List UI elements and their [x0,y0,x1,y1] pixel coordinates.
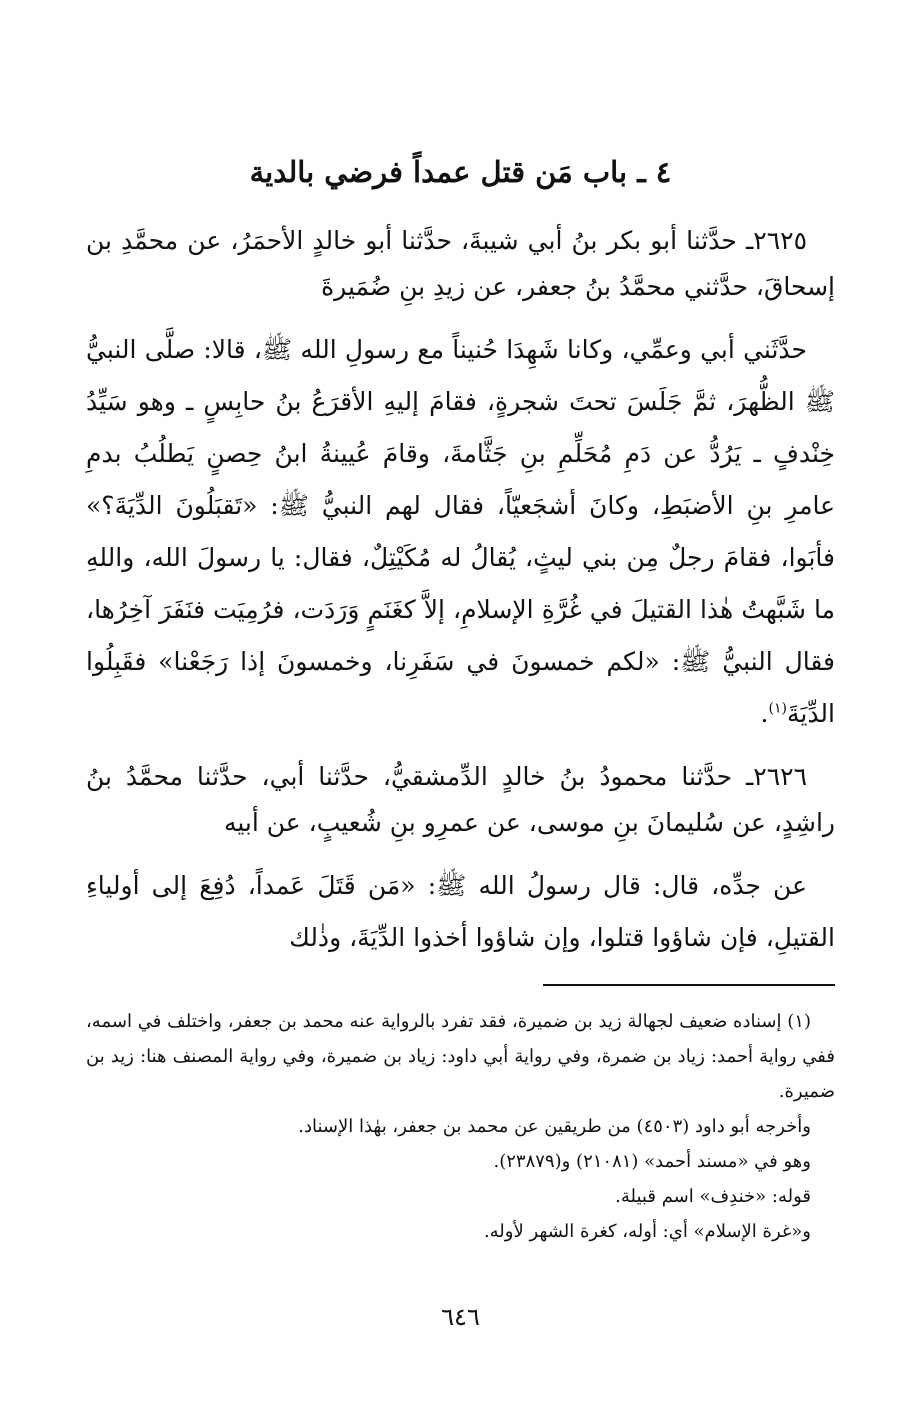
footnote-line-5: و«غرة الإسلام» أي: أوله، كغرة الشهر لأوله. [483,1221,811,1242]
footnote-line-4: قوله: «خندِف» اسم قبيلة. [615,1186,811,1207]
chapter-heading: ٤ ـ باب مَن قتل عمداً فرضي بالدية [249,155,672,189]
hadith-2626-isnad: ٢٦٢٦ـ حدَّثنا محمودُ بنُ خالدٍ الدِّمشقيُّ، حدَّثنا أبي، حدَّثنا محمَّدُ بنُ راشِدٍ، عن سُليمانَ بنِ موسى، عن عمرِو بنِ شُعيبٍ، عن أبيه [86,762,835,837]
footnote-line-3: وهو في «مسند أحمد» (٢١٠٨١) و(٢٣٨٧٩). [493,1151,811,1172]
footnote-ref-1: (١) [768,700,787,717]
hadith-2625-end: . [760,699,769,728]
hadith-2626-text: عن جدِّه، قال: قال رسولُ الله ﷺ: «مَن قَتَلَ عَمداً، دُفِعَ إلى أولياءِ القتيلِ، فإن شاؤوا قتلوا، وإن شاؤوا أخذوا الدِّيَةَ، وذٰلك [86,871,835,952]
footnote-divider [543,984,835,986]
footnote-1: (١) إسناده ضعيف لجهالة زيد بن ضميرة، فقد تفرد بالرواية عنه محمد بن جعفر، واختلف في اسمه، ففي رواية أحمد: زياد بن ضمرة، وفي رواية أبي داود: زياد بن ضميرة، وفي رواية المصنف هنا: زيد بن ضميرة. [86,1011,835,1102]
hadith-2625-text [86,324,835,740]
main-text [86,218,835,978]
footnote-line-2: وأخرجه أبو داود (٤٥٠٣) من طريقين عن محمد بن جعفر، بهٰذا الإسناد. [298,1116,811,1137]
footnotes [86,1004,835,1249]
page-number: ٦٤٦ [441,1303,480,1331]
hadith-2625-body: حدَّثَني أبي وعمِّي، وكانا شَهِدَا حُنيناً مع رسولِ الله ﷺ، قالا: صلَّى النبيُّ ﷺ الظُّهرَ، ثمَّ جَلَسَ تحتَ شجرةٍ، فقامَ إليهِ الأقرَعُ بنُ حابِسٍ ـ وهو سَيِّدُ خِنْدفٍ ـ يَرُدُّ عن دَمِ مُحَلِّمِ بنِ جَثَّامةَ، وقامَ عُيينةُ ابنُ حِصنٍ يَطلُبُ بدمِ عامرِ بنِ الأضبَطِ، وكانَ أشجَعيّاً، فقال لهم النبيُّ ﷺ: «تَقبَلُونَ الدِّيَةَ؟» فأبَوا، فقامَ رجلٌ مِن بني ليثٍ، يُقالُ له مُكَيْتِلٌ، فقال: يا رسولَ الله، واللهِ ما شَبَّهتُ هٰذا القتيلَ في غُرَّةِ الإسلامِ، إلاَّ كغَنَمٍ وَرَدَت، فرُمِيَت فنَفَرَ آخِرُها، فقال النبيُّ ﷺ: «لكم خمسونَ في سَفَرِنا، وخمسونَ إذا رَجَعْنا» فقَبِلُوا الدِّيَةَ [86,335,835,728]
hadith-2625-isnad: ٢٦٢٥ـ حدَّثنا أبو بكر بنُ أبي شيبةَ، حدَّثنا أبو خالدٍ الأحمَرُ، عن محمَّدِ بن إسحاقَ، حدَّثني محمَّدُ بنُ جعفر، عن زيدِ بنِ ضُمَيرةَ [86,226,835,301]
